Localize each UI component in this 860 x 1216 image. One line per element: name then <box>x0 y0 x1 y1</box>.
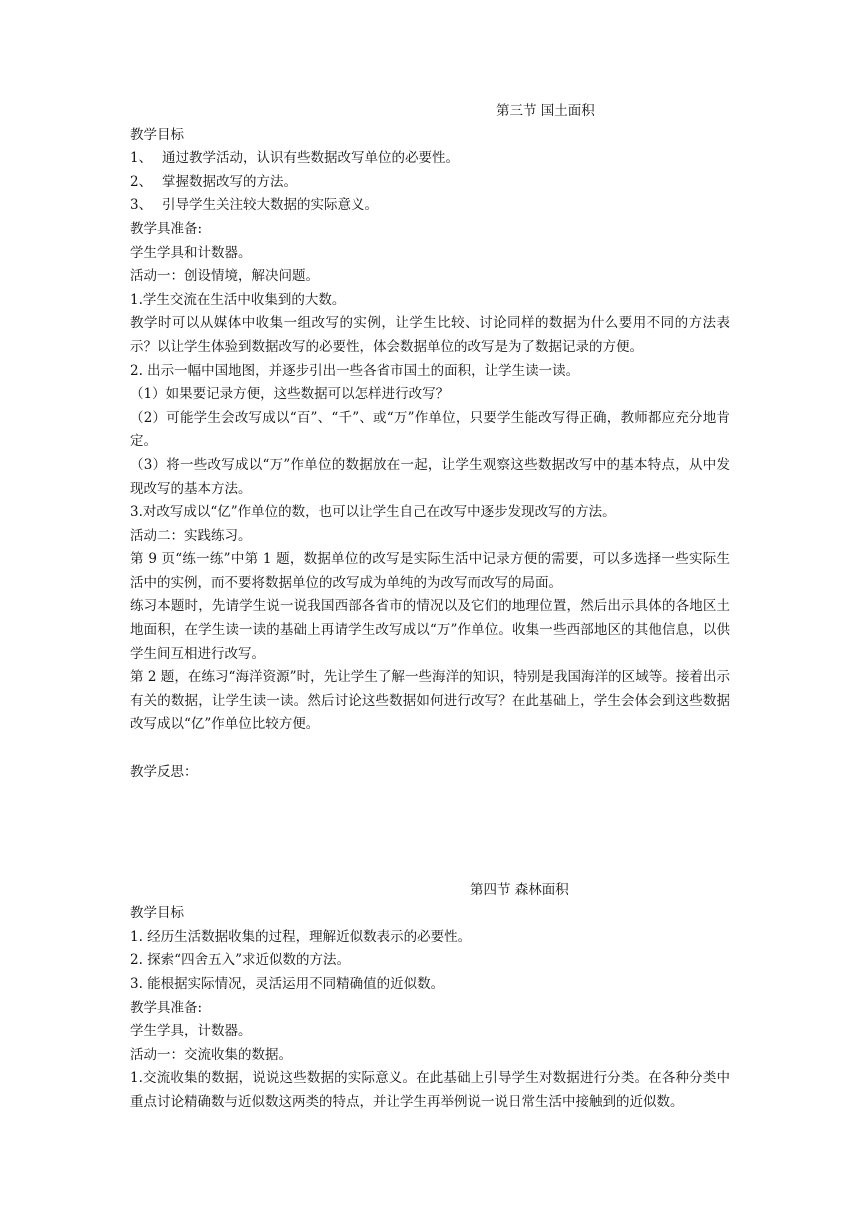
paragraph: （2）可能学生会改写成以“百”、“千”、或“万”作单位，只要学生能改写得正确，教师都应充分地肯定。 <box>130 409 730 450</box>
paragraph: （1）如果要记录方便，这些数据可以怎样进行改写？ <box>130 386 450 403</box>
goal-number: 3、 <box>130 197 153 214</box>
goal-text: 通过教学活动，认识有些数据改写单位的必要性。 <box>162 150 459 167</box>
paragraph: （3）将一些改写成以“万”作单位的数据放在一起，让学生观察这些数据改写中的基本特点，从中发现改写的基本方法。 <box>130 456 730 497</box>
prep-text: 学生学具和计数器。 <box>130 244 252 261</box>
paragraph: 第 2 题，在练习“海洋资源”时，先让学生了解一些海洋的知识，特别是我国海洋的区域等。接着出示有关的数据，让学生读一读。然后讨论这些数据如何进行改写？在此基础上，学生会体会到这些数据改写成以“亿”作单位比较方便。 <box>130 669 730 733</box>
section-title: 第三节 国土面积 <box>496 103 595 119</box>
spacer <box>130 785 730 879</box>
goal-number: 1、 <box>130 150 153 167</box>
prep-heading: 教学具准备: <box>130 999 203 1016</box>
paragraph: 教学时可以从媒体中收集一组改写的实例，让学生比较、讨论同样的数据为什么要用不同的方法表示？以让学生体验到数据改写的必要性，体会数据单位的改写是为了数据记录的方便。 <box>130 315 730 355</box>
goals-heading: 教学目标 <box>130 126 184 143</box>
paragraph: 1.交流收集的数据，说说这些数据的实际意义。在此基础上引导学生对数据进行分类。在各种分类中重点讨论精确数与近似数这两类的特点，并让学生再举例说一说日常生活中接触到的近似数。 <box>130 1070 730 1110</box>
paragraph: 第 9 页“练一练”中第 1 题，数据单位的改写是实际生活中记录方便的需要，可以多选择一些实际生活中的实例，而不要将数据单位的改写成为单纯的为改写而改写的局面。 <box>130 551 730 591</box>
prep-text: 学生学具，计数器。 <box>130 1023 252 1040</box>
activity-heading: 活动一：交流收集的数据。 <box>130 1046 292 1063</box>
paragraph: 3.对改写成以“亿”作单位的数，也可以让学生自己在改写中逐步发现改写的方法。 <box>130 504 616 521</box>
goal-item <box>130 171 730 195</box>
goal-text: 掌握数据改写的方法。 <box>162 173 297 190</box>
paragraph: 练习本题时，先请学生说一说我国西部各省市的情况以及它们的地理位置，然后出示具体的各地区土地面积，在学生读一读的基础上再请学生改写成以“万”作单位。收集一些西部地区的其他信息，以供学生间互相进行改写。 <box>130 598 730 662</box>
reflection-heading: 教学反思： <box>130 764 198 781</box>
goal-item <box>130 147 730 171</box>
goal-item: 2. 探索“四舍五入”求近似数的方法。 <box>130 952 350 969</box>
goal-item <box>130 194 730 218</box>
activity-heading: 活动二：实践练习。 <box>130 527 252 544</box>
goal-text: 引导学生关注较大数据的实际意义。 <box>162 197 378 214</box>
section-title: 第四节 森林面积 <box>470 881 569 898</box>
paragraph: 2. 出示一幅中国地图，并逐步引出一些各省市国土的面积，让学生读一读。 <box>130 362 580 379</box>
prep-heading: 教学具准备: <box>130 220 203 237</box>
spacer <box>130 737 730 761</box>
goal-item: 1. 经历生活数据收集的过程，理解近似数表示的必要性。 <box>130 928 472 945</box>
paragraph: 1.学生交流在生活中收集到的大数。 <box>130 291 346 308</box>
goal-item: 3. 能根据实际情况，灵活运用不同精确值的近似数。 <box>130 976 445 992</box>
activity-heading: 活动一：创设情境，解决问题。 <box>130 268 319 285</box>
goal-number: 2、 <box>130 173 153 190</box>
document-page <box>130 100 730 1115</box>
goals-heading: 教学目标 <box>130 905 184 922</box>
